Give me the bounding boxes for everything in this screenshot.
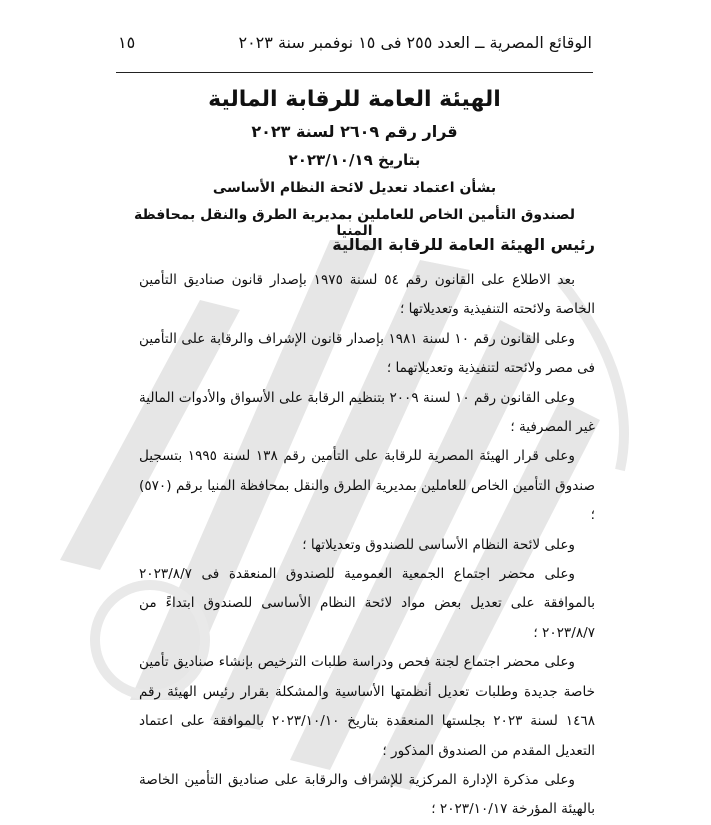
decision-body bbox=[139, 266, 595, 825]
paragraph: وعلى القانون رقم ١٠ لسنة ١٩٨١ بإصدار قانون الإشراف والرقابة على التأمين فى مصر ولائحته لتنفيذية وتعديلاتهما ؛ bbox=[139, 330, 595, 377]
paragraph: وعلى مذكرة الإدارة المركزية للإشراف والرقابة على صناديق التأمين الخاصة بالهيئة المؤرخة ٢٠٢٣/١٠/١٧ ؛ bbox=[139, 771, 595, 818]
issuer-heading: رئيس الهيئة العامة للرقابة المالية bbox=[332, 235, 595, 254]
authority-heading: الهيئة العامة للرقابة المالية bbox=[208, 87, 501, 112]
paragraph: وعلى محضر اجتماع لجنة فحص ودراسة طلبات الترخيص بإنشاء صناديق تأمين خاصة جديدة وطلبات تعديل أنظمتها الأساسية والمشكلة بقرار رئيس الهيئة رقم ١٤٦٨ لسنة ٢٠٢٣ بجلستها المنعقدة بتاريخ ٢٠٢٣/١٠/١٠ بالموافقة على اعتماد التعديل المقدم من الصندوق المذكور ؛ bbox=[139, 654, 596, 759]
paragraph: وعلى القانون رقم ١٠ لسنة ٢٠٠٩ بتنظيم الرقابة على الأسواق والأدوات المالية غير المصرفية ؛ bbox=[139, 389, 595, 436]
decision-date: بتاريخ ٢٠٢٣/١٠/١٩ bbox=[288, 151, 421, 169]
paragraph: وعلى لائحة النظام الأساسى للصندوق وتعديلاتها ؛ bbox=[302, 536, 575, 553]
paragraph: بعد الاطلاع على القانون رقم ٥٤ لسنة ١٩٧٥ بإصدار قانون صناديق التأمين الخاصة ولائحته التنفيذية وتعديلاتها ؛ bbox=[139, 272, 595, 318]
paragraph: وعلى محضر اجتماع الجمعية العمومية للصندوق المنعقدة فى ٢٠٢٣/٨/٧ بالموافقة على تعديل بعض مواد لائحة النظام الأساسى للصندوق ابتداءً من ٢٠٢٣/٨/٧ ؛ bbox=[139, 566, 595, 641]
gazette-title: الوقائع المصرية ــ العدد ٢٥٥ فى ١٥ نوفمبر سنة ٢٠٢٣ bbox=[238, 33, 592, 52]
decision-number: قرار رقم ٢٦٠٩ لسنة ٢٠٢٣ bbox=[251, 122, 458, 141]
header-divider bbox=[116, 72, 593, 73]
subject-line-2: لصندوق التأمين الخاص للعاملين بمديرية الطرق والنقل بمحافظة المنيا bbox=[134, 207, 575, 239]
subject-line-1: بشأن اعتماد تعديل لائحة النظام الأساسى bbox=[212, 180, 497, 196]
paragraph: وعلى قرار الهيئة المصرية للرقابة على التأمين رقم ١٣٨ لسنة ١٩٩٥ بتسجيل صندوق التأمين الخاص للعاملين بمديرية الطرق والنقل بمحافظة المنيا برقم (٥٧٠) ؛ bbox=[139, 448, 595, 524]
page-header bbox=[116, 33, 592, 57]
page-number: ١٥ bbox=[118, 33, 136, 52]
